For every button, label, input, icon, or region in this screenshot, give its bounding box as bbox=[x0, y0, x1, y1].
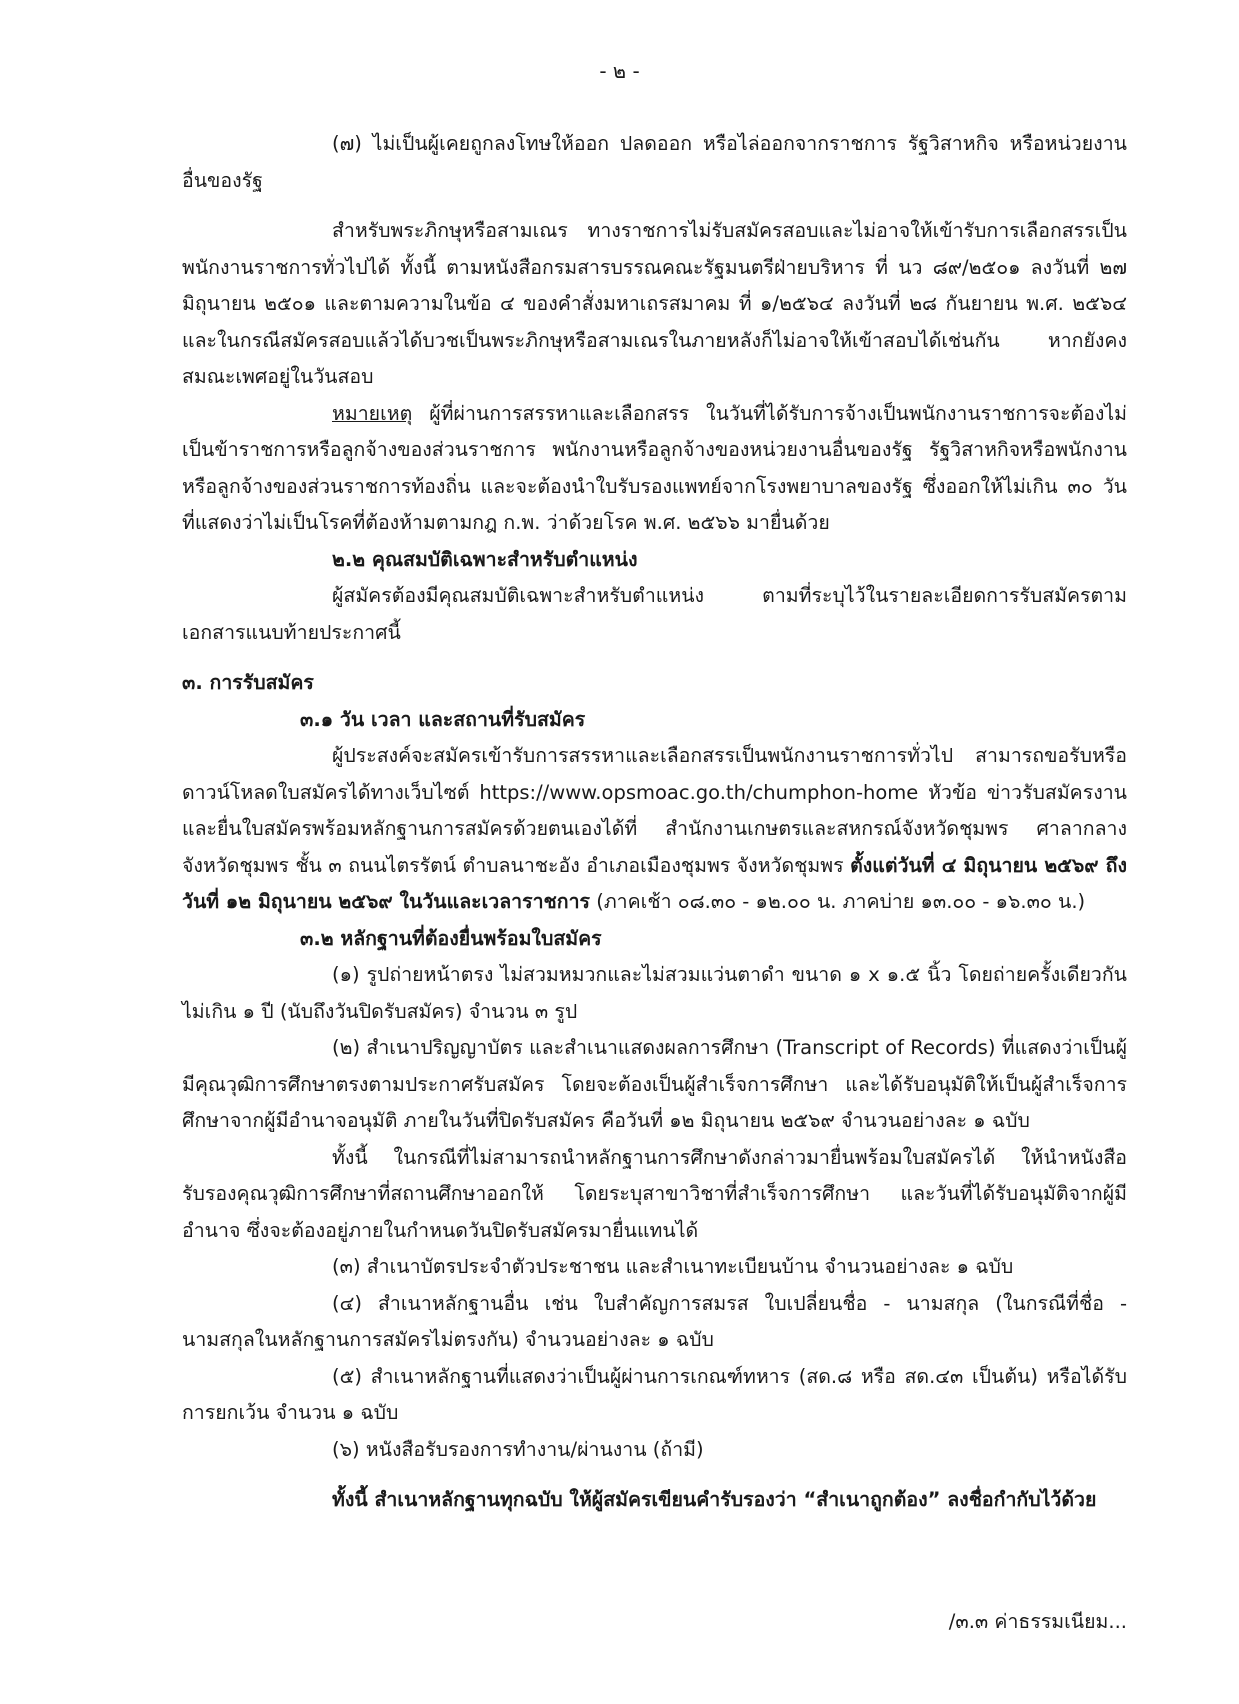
heading-3-2 bbox=[182, 921, 1127, 958]
document-body bbox=[182, 126, 1127, 1519]
document-item-6: (๖) หนังสือรับรองการทำงาน/ผ่านงาน (ถ้ามี) bbox=[332, 1437, 704, 1461]
certification-note bbox=[182, 1482, 1127, 1519]
heading-3-1 bbox=[182, 702, 1127, 739]
heading-3 bbox=[182, 665, 1127, 702]
page-number: - ๒ - bbox=[599, 59, 640, 83]
document-item-2-note: ทั้งนี้ ในกรณีที่ไม่สามารถนำหลักฐานการศึกษาดังกล่าวมายื่นพร้อมใบสมัครได้ ให้นำหนังสือรับรองคุณวุฒิการศึกษาที่สถานศึกษาออกให้ โดยระบุสาขาวิชาที่สำเร็จการศึกษา และวันที่ได้รับอนุมัติจากผู้มีอำนาจ ซึ่งจะต้องอยู่ภายในกำหนดวันปิดรับสมัครมายื่นแทนได้ bbox=[182, 1145, 1127, 1242]
paragraph-2-2: ผู้สมัครต้องมีคุณสมบัติเฉพาะสำหรับตำแหน่ง ตามที่ระบุไว้ในรายละเอียดการรับสมัครตามเอกสารแนบท้ายประกาศนี้ bbox=[182, 584, 1127, 644]
document-item-5: (๕) สำเนาหลักฐานที่แสดงว่าเป็นผู้ผ่านการเกณฑ์ทหาร (สด.๘ หรือ สด.๔๓ เป็นต้น) หรือได้รับการยกเว้น จำนวน ๑ ฉบับ bbox=[182, 1364, 1127, 1424]
application-period: ตั้งแต่วันที่ ๔ มิถุนายน ๒๕๖๙ ถึงวันที่ ๑๒ มิถุนายน ๒๕๖๙ ในวันและเวลาราชการ bbox=[182, 853, 1127, 913]
paragraph-3-1-text: ผู้ประสงค์จะสมัครเข้ารับการสรรหาและเลือกสรรเป็นพนักงานราชการทั่วไป สามารถขอรับหรือดาวน์โหลดใบสมัครได้ทางเว็บไซต์ https://www.opsmoac.go.th/chumphon-home หัวข้อ ข่าวรับสมัครงาน และยื่นใบสมัครพร้อมหลักฐานการสมัครด้วยตนเองได้ที่ สำนักงานเกษตรและสหกรณ์จังหวัดชุมพร ศาลากลางจังหวัดชุมพร ชั้น ๓ ถนนไตรรัตน์ ตำบลนาชะอัง อำเภอเมืองชุมพร จังหวัดชุมพร bbox=[182, 744, 1127, 877]
heading-3-2-text: ๓.๒ หลักฐานที่ต้องยื่นพร้อมใบสมัคร bbox=[300, 926, 602, 950]
document-item-1: (๑) รูปถ่ายหน้าตรง ไม่สวมหมวกและไม่สวมแว่นตาดำ ขนาด ๑ x ๑.๕ นิ้ว โดยถ่ายครั้งเดียวกันไม่เกิน ๑ ปี (นับถึงวันปิดรับสมัคร) จำนวน ๓ รูป bbox=[182, 963, 1127, 1023]
continuation-footer: /๓.๓ ค่าธรรมเนียม... bbox=[948, 1610, 1127, 1633]
heading-2-2-text: ๒.๒ คุณสมบัติเฉพาะสำหรับตำแหน่ง bbox=[332, 547, 638, 571]
paragraph-3-1 bbox=[182, 738, 1127, 921]
monk-paragraph: สำหรับพระภิกษุหรือสามเณร ทางราชการไม่รับสมัครสอบและไม่อาจให้เข้ารับการเลือกสรรเป็นพนักงานราชการทั่วไปได้ ทั้งนี้ ตามหนังสือกรมสารบรรณคณะรัฐมนตรีฝ่ายบริหาร ที่ นว ๘๙/๒๕๐๑ ลงวันที่ ๒๗ มิถุนายน ๒๕๐๑ และตามความในข้อ ๔ ของคำสั่งมหาเถรสมาคม ที่ ๑/๒๕๖๔ ลงวันที่ ๒๘ กันยายน พ.ศ. ๒๕๖๔ และในกรณีสมัครสอบแล้วได้บวชเป็นพระภิกษุหรือสามเณรในภายหลังก็ไม่อาจให้เข้าสอบได้เช่นกัน หากยังคงสมณะเพศอยู่ในวันสอบ bbox=[182, 219, 1127, 388]
heading-3-1-text: ๓.๑ วัน เวลา และสถานที่รับสมัคร bbox=[300, 707, 586, 731]
note-paragraph bbox=[182, 396, 1127, 542]
document-item-4: (๔) สำเนาหลักฐานอื่น เช่น ใบสำคัญการสมรส ใบเปลี่ยนชื่อ - นามสกุล (ในกรณีที่ชื่อ - นามสกุลในหลักฐานการสมัครไม่ตรงกัน) จำนวนอย่างละ ๑ ฉบับ bbox=[182, 1291, 1127, 1351]
office-hours: (ภาคเช้า ๐๘.๓๐ - ๑๒.๐๐ น. ภาคบ่าย ๑๓.๐๐ - ๑๖.๓๐ น.) bbox=[590, 890, 1086, 913]
document-item-2: (๒) สำเนาปริญญาบัตร และสำเนาแสดงผลการศึกษา (Transcript of Records) ที่แสดงว่าเป็นผู้มีคุณวุฒิการศึกษาตรงตามประกาศรับสมัคร โดยจะต้องเป็นผู้สำเร็จการศึกษา และได้รับอนุมัติให้เป็นผู้สำเร็จการศึกษาจากผู้มีอำนาจอนุมัติ ภายในวันที่ปิดรับสมัคร คือวันที่ ๑๒ มิถุนายน ๒๕๖๙ จำนวนอย่างละ ๑ ฉบับ bbox=[182, 1036, 1127, 1132]
heading-3-text: ๓. การรับสมัคร bbox=[182, 671, 314, 694]
heading-2-2 bbox=[182, 542, 1127, 579]
note-label: หมายเหตุ bbox=[332, 401, 413, 425]
note-text: ผู้ที่ผ่านการสรรหาและเลือกสรร ในวันที่ได้รับการจ้างเป็นพนักงานราชการจะต้องไม่เป็นข้าราชการหรือลูกจ้างของส่วนราชการ พนักงานหรือลูกจ้างของหน่วยงานอื่นของรัฐ รัฐวิสาหกิจหรือพนักงานหรือลูกจ้างของส่วนราชการท้องถิ่น และจะต้องนำใบรับรองแพทย์จากโรงพยาบาลของรัฐ ซึ่งออกให้ไม่เกิน ๓๐ วัน ที่แสดงว่าไม่เป็นโรคที่ต้องห้ามตามกฎ ก.พ. ว่าด้วยโรค พ.ศ. ๒๕๖๖ มายื่นด้วย bbox=[182, 401, 1127, 534]
document-item-3: (๓) สำเนาบัตรประจำตัวประชาชน และสำเนาทะเบียนบ้าน จำนวนอย่างละ ๑ ฉบับ bbox=[332, 1255, 1014, 1278]
certification-note-text: ทั้งนี้ สำเนาหลักฐานทุกฉบับ ให้ผู้สมัครเขียนคำรับรองว่า “สำเนาถูกต้อง” ลงชื่อกำกับไว้ด้วย bbox=[332, 1488, 1097, 1511]
qualification-7: (๗) ไม่เป็นผู้เคยถูกลงโทษให้ออก ปลดออก หรือไล่ออกจากราชการ รัฐวิสาหกิจ หรือหน่วยงานอื่นของรัฐ bbox=[182, 132, 1127, 192]
